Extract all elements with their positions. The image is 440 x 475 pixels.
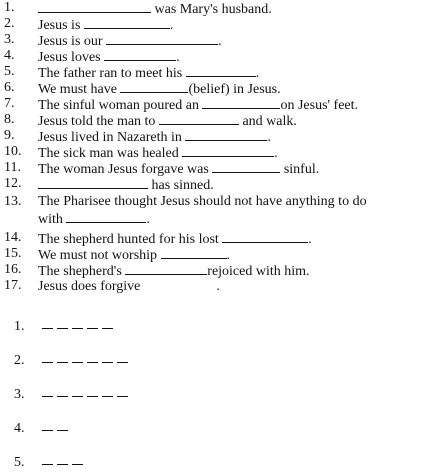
answer-blank[interactable]	[38, 176, 148, 189]
question-row	[0, 278, 440, 294]
letter-blank[interactable]	[57, 328, 68, 329]
question-text: The sinful woman poured an	[38, 98, 203, 113]
question-number: 8.	[4, 112, 15, 127]
question-row	[0, 96, 440, 112]
letter-blank[interactable]	[102, 362, 113, 363]
letter-blank[interactable]	[102, 396, 113, 397]
letter-blank[interactable]	[72, 464, 83, 465]
question-row	[0, 262, 440, 278]
question-row	[0, 230, 440, 246]
question-text: was Mary's husband.	[151, 2, 272, 17]
letter-blank[interactable]	[87, 396, 98, 397]
question-number: 2.	[4, 16, 15, 31]
answer-blank[interactable]	[106, 32, 218, 45]
question-text: Jesus is	[38, 18, 84, 33]
question-body	[38, 194, 367, 210]
question-text: .	[176, 50, 180, 65]
blank-space	[140, 278, 216, 290]
letter-blank[interactable]	[72, 328, 83, 329]
answer-row	[0, 352, 440, 370]
question-text: (belief) in Jesus.	[188, 82, 281, 97]
question-row	[0, 48, 440, 64]
question-row	[0, 194, 440, 210]
question-text: The sick man was healed	[38, 146, 183, 161]
question-text: .	[308, 232, 312, 247]
question-number: 10.	[4, 144, 22, 159]
letter-blank[interactable]	[72, 396, 83, 397]
question-text: has sinned.	[148, 178, 214, 193]
question-number: 3.	[4, 32, 15, 47]
question-text: on Jesus' feet.	[280, 98, 359, 113]
question-number: 13.	[4, 194, 22, 209]
question-text: Jesus is our	[38, 34, 107, 49]
question-row	[0, 64, 440, 80]
answer-row	[0, 420, 440, 438]
letter-blank[interactable]	[42, 464, 53, 465]
question-text: .	[146, 212, 150, 227]
answer-number: 5.	[14, 455, 25, 470]
letter-blank[interactable]	[42, 362, 53, 363]
question-number: 17.	[4, 278, 22, 293]
question-row	[0, 16, 440, 32]
question-text: We must not worship	[38, 248, 161, 263]
answer-blank[interactable]	[66, 210, 146, 223]
answer-number: 1.	[14, 319, 25, 334]
letter-blank[interactable]	[102, 328, 113, 329]
question-row	[0, 144, 440, 160]
answer-row	[0, 318, 440, 336]
letter-blank[interactable]	[57, 396, 68, 397]
question-number: 4.	[4, 48, 15, 63]
question-number: 9.	[4, 128, 15, 143]
question-text: .	[274, 146, 278, 161]
question-body	[38, 278, 220, 295]
question-text: The father ran to meet his	[38, 66, 186, 81]
question-row	[0, 0, 440, 16]
answer-blank[interactable]	[159, 112, 239, 125]
answer-number: 2.	[14, 353, 25, 368]
question-row	[0, 160, 440, 176]
answer-blank[interactable]	[38, 0, 151, 13]
question-row	[0, 128, 440, 144]
answer-blank[interactable]	[84, 16, 170, 29]
question-number: 5.	[4, 64, 15, 79]
question-text: Jesus lived in Nazareth in	[38, 130, 186, 145]
question-text: The shepherd hunted for his lost	[38, 232, 223, 247]
question-number: 12.	[4, 176, 22, 191]
question-text: Jesus told the man to	[38, 114, 159, 129]
question-number: 6.	[4, 80, 15, 95]
question-text: and walk.	[238, 114, 297, 129]
question-text: sinful.	[280, 162, 320, 177]
answer-number: 3.	[14, 387, 25, 402]
answer-blank[interactable]	[212, 160, 280, 173]
letter-blank[interactable]	[57, 362, 68, 363]
answer-blank[interactable]	[202, 96, 280, 109]
letter-blank[interactable]	[42, 396, 53, 397]
question-text: .	[218, 34, 222, 49]
answer-blank[interactable]	[186, 64, 256, 77]
question-number: 16.	[4, 262, 22, 277]
answer-blank[interactable]	[120, 80, 188, 93]
answer-row	[0, 454, 440, 472]
question-text: .	[169, 18, 174, 33]
question-number: 14.	[4, 230, 22, 245]
answer-blank[interactable]	[125, 262, 207, 275]
question-number: 11.	[4, 160, 21, 175]
question-number: 15.	[4, 246, 22, 261]
answer-blank[interactable]	[185, 128, 267, 141]
letter-blank[interactable]	[42, 430, 53, 431]
letter-blank[interactable]	[57, 430, 68, 431]
question-row	[0, 80, 440, 96]
letter-blank[interactable]	[117, 362, 128, 363]
question-text: rejoiced with him.	[207, 264, 310, 279]
question-number: 7.	[4, 96, 15, 111]
question-row	[0, 112, 440, 128]
question-text: Jesus does forgive	[38, 279, 141, 294]
question-text: The shepherd's	[38, 264, 126, 279]
answer-blank[interactable]	[104, 48, 176, 61]
question-row	[0, 176, 440, 192]
question-text: We must have	[38, 82, 121, 97]
question-13-continuation	[38, 210, 150, 228]
answer-blank[interactable]	[161, 246, 227, 259]
question-number: 1.	[4, 0, 15, 15]
letter-blank[interactable]	[87, 328, 98, 329]
question-row	[0, 32, 440, 48]
question-text: .	[226, 248, 231, 263]
question-text: .	[255, 66, 260, 81]
question-text: .	[216, 279, 220, 294]
letter-blank[interactable]	[72, 362, 83, 363]
question-body	[38, 176, 214, 194]
answer-blank[interactable]	[222, 230, 308, 243]
question-text: Jesus loves	[38, 50, 105, 65]
question-text: The Pharisee thought Jesus should not have anything to do	[38, 194, 367, 209]
letter-blank[interactable]	[117, 396, 128, 397]
answer-blank[interactable]	[182, 144, 274, 157]
letter-blank[interactable]	[87, 362, 98, 363]
letter-blank[interactable]	[57, 464, 68, 465]
question-row	[0, 246, 440, 262]
question-text: The woman Jesus forgave was	[38, 162, 213, 177]
answer-number: 4.	[14, 421, 25, 436]
question-text: with	[38, 212, 67, 227]
letter-blank[interactable]	[42, 328, 53, 329]
question-text: .	[267, 130, 271, 145]
answer-row	[0, 386, 440, 404]
